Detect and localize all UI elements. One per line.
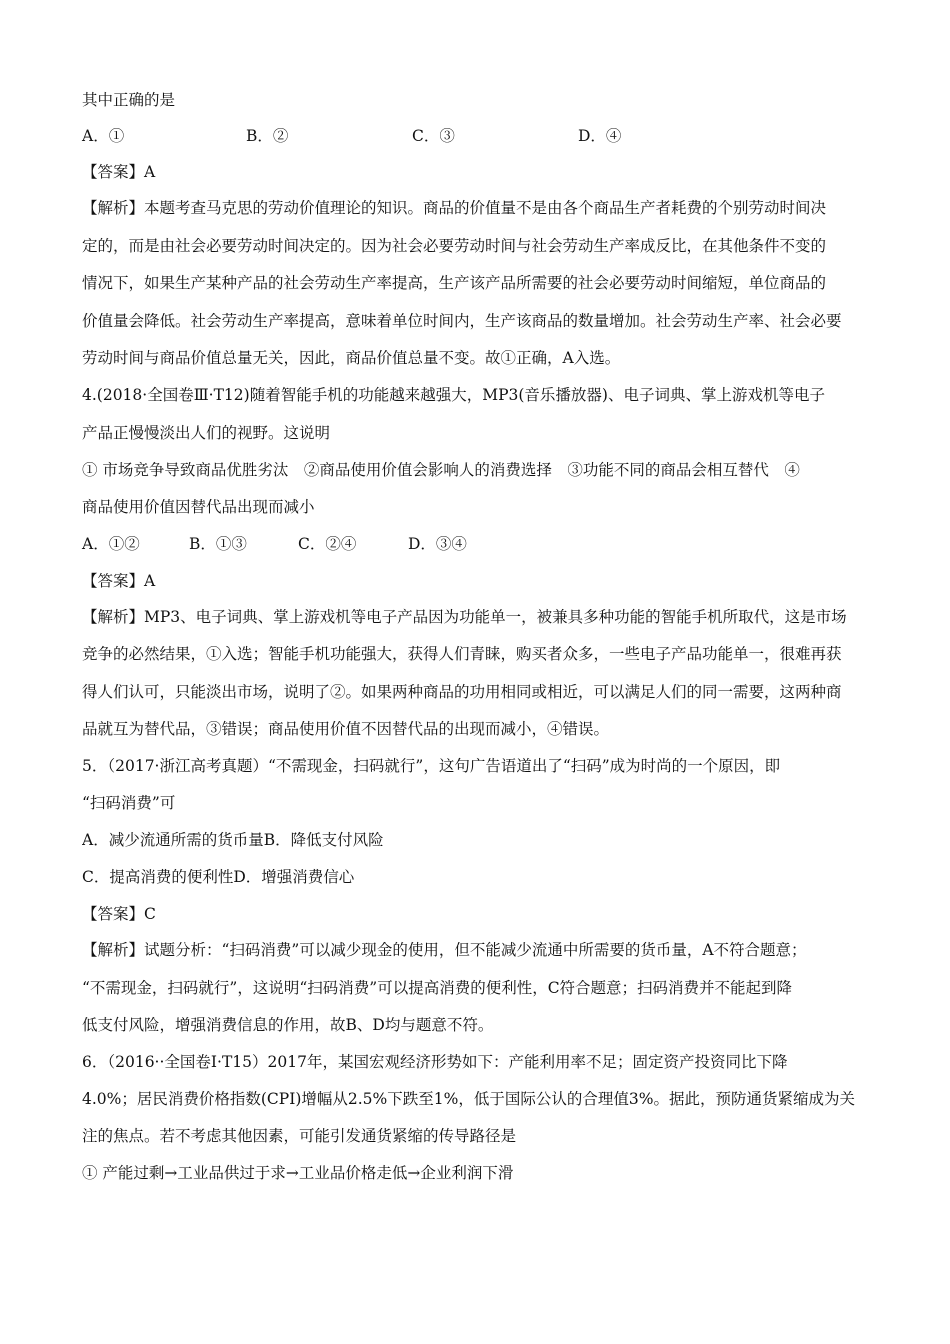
- q3-analysis-line: 情况下，如果生产某种产品的社会劳动生产率提高，生产该产品所需要的社会必要劳动时间缩短，单位商品的: [82, 274, 827, 292]
- q6-stem-line: 4.0%；居民消费价格指数(CPI)增幅从2.5%下跌至1%，低于国际公认的合理值3%。据此，预防通货紧缩成为关: [82, 1090, 855, 1108]
- q3-option-b: B．②: [246, 127, 289, 145]
- q4-analysis-line: 得人们认可，只能淡出市场，说明了②。如果两种商品的功用相同或相近，可以满足人们的同一需要，这两种商: [82, 683, 842, 701]
- q4-analysis-line: 【解析】MP3、电子词典、掌上游戏机等电子产品因为功能单一，被兼具多种功能的智能手机所取代，这是市场: [82, 608, 847, 626]
- q4-option-a: A．①②: [82, 535, 140, 553]
- q3-analysis-line: 价值量会降低。社会劳动生产率提高，意味着单位时间内，生产该商品的数量增加。社会劳动生产率、社会必要: [82, 312, 842, 330]
- q5-analysis-line: 低支付风险，增强消费信息的作用，故B、D均与题意不符。: [82, 1016, 494, 1034]
- q6-stem-line: 6．（2016··全国卷Ⅰ·T15）2017年，某国宏观经济形势如下：产能利用率不足；固定资产投资同比下降: [82, 1053, 788, 1071]
- q4-stem-line: 产品正慢慢淡出人们的视野。这说明: [82, 424, 331, 442]
- q4-statements-line: ① 市场竞争导致商品优胜劣汰 ②商品使用价值会影响人的消费选择 ③功能不同的商品会相互替代 ④: [82, 461, 800, 479]
- q4-option-d: D．③④: [408, 535, 467, 553]
- q4-analysis-line: 品就互为替代品，③错误；商品使用价值不因替代品的出现而减小，④错误。: [82, 720, 610, 738]
- q4-option-b: B．①③: [189, 535, 247, 553]
- q5-stem-line: “扫码消费”可: [82, 794, 176, 812]
- q3-option-d: D．④: [578, 127, 622, 145]
- q4-option-c: C．②④: [298, 535, 357, 553]
- q4-answer: 【答案】A: [82, 572, 156, 590]
- q4-analysis-line: 竞争的必然结果，①入选；智能手机功能强大，获得人们青睐，购买者众多，一些电子产品功能单一，很难再获: [82, 645, 842, 663]
- q5-options-line: C．提高消费的便利性D．增强消费信心: [82, 868, 355, 886]
- q5-stem-line: 5．（2017·浙江高考真题）“不需现金，扫码就行”，这句广告语道出了“扫码”成为时尚的一个原因，即: [82, 757, 781, 775]
- q3-analysis-line: 定的，而是由社会必要劳动时间决定的。因为社会必要劳动时间与社会劳动生产率成反比，在其他条件不变的: [82, 237, 827, 255]
- q3-analysis-line: 【解析】本题考查马克思的劳动价值理论的知识。商品的价值量不是由各个商品生产者耗费的个别劳动时间决: [82, 199, 827, 217]
- q5-options-line: A．减少流通所需的货币量B．降低支付风险: [82, 831, 384, 849]
- q5-answer: 【答案】C: [82, 905, 156, 923]
- q5-analysis-line: 【解析】试题分析：“扫码消费”可以减少现金的使用，但不能减少流通中所需要的货币量，A不符合题意；: [82, 941, 807, 959]
- q3-analysis-line: 劳动时间与商品价值总量无关，因此，商品价值总量不变。故①正确，A入选。: [82, 349, 621, 367]
- q3-stem-tail: 其中正确的是: [82, 91, 176, 109]
- q4-stem-line: 4.(2018·全国卷Ⅲ·T12)随着智能手机的功能越来越强大，MP3(音乐播放器)、电子词典、掌上游戏机等电子: [82, 386, 825, 404]
- q3-option-a: A．①: [82, 127, 125, 145]
- q3-option-c: C．③: [412, 127, 455, 145]
- q6-statement-line: ① 产能过剩→工业品供过于求→工业品价格走低→企业利润下滑: [82, 1164, 514, 1182]
- q5-analysis-line: “不需现金，扫码就行”，这说明“扫码消费”可以提高消费的便利性，C符合题意；扫码消费并不能起到降: [82, 979, 793, 997]
- q3-answer: 【答案】A: [82, 163, 156, 181]
- q6-stem-line: 注的焦点。若不考虑其他因素，可能引发通货紧缩的传导路径是: [82, 1127, 517, 1145]
- q4-statements-line: 商品使用价值因替代品出现而减小: [82, 498, 315, 516]
